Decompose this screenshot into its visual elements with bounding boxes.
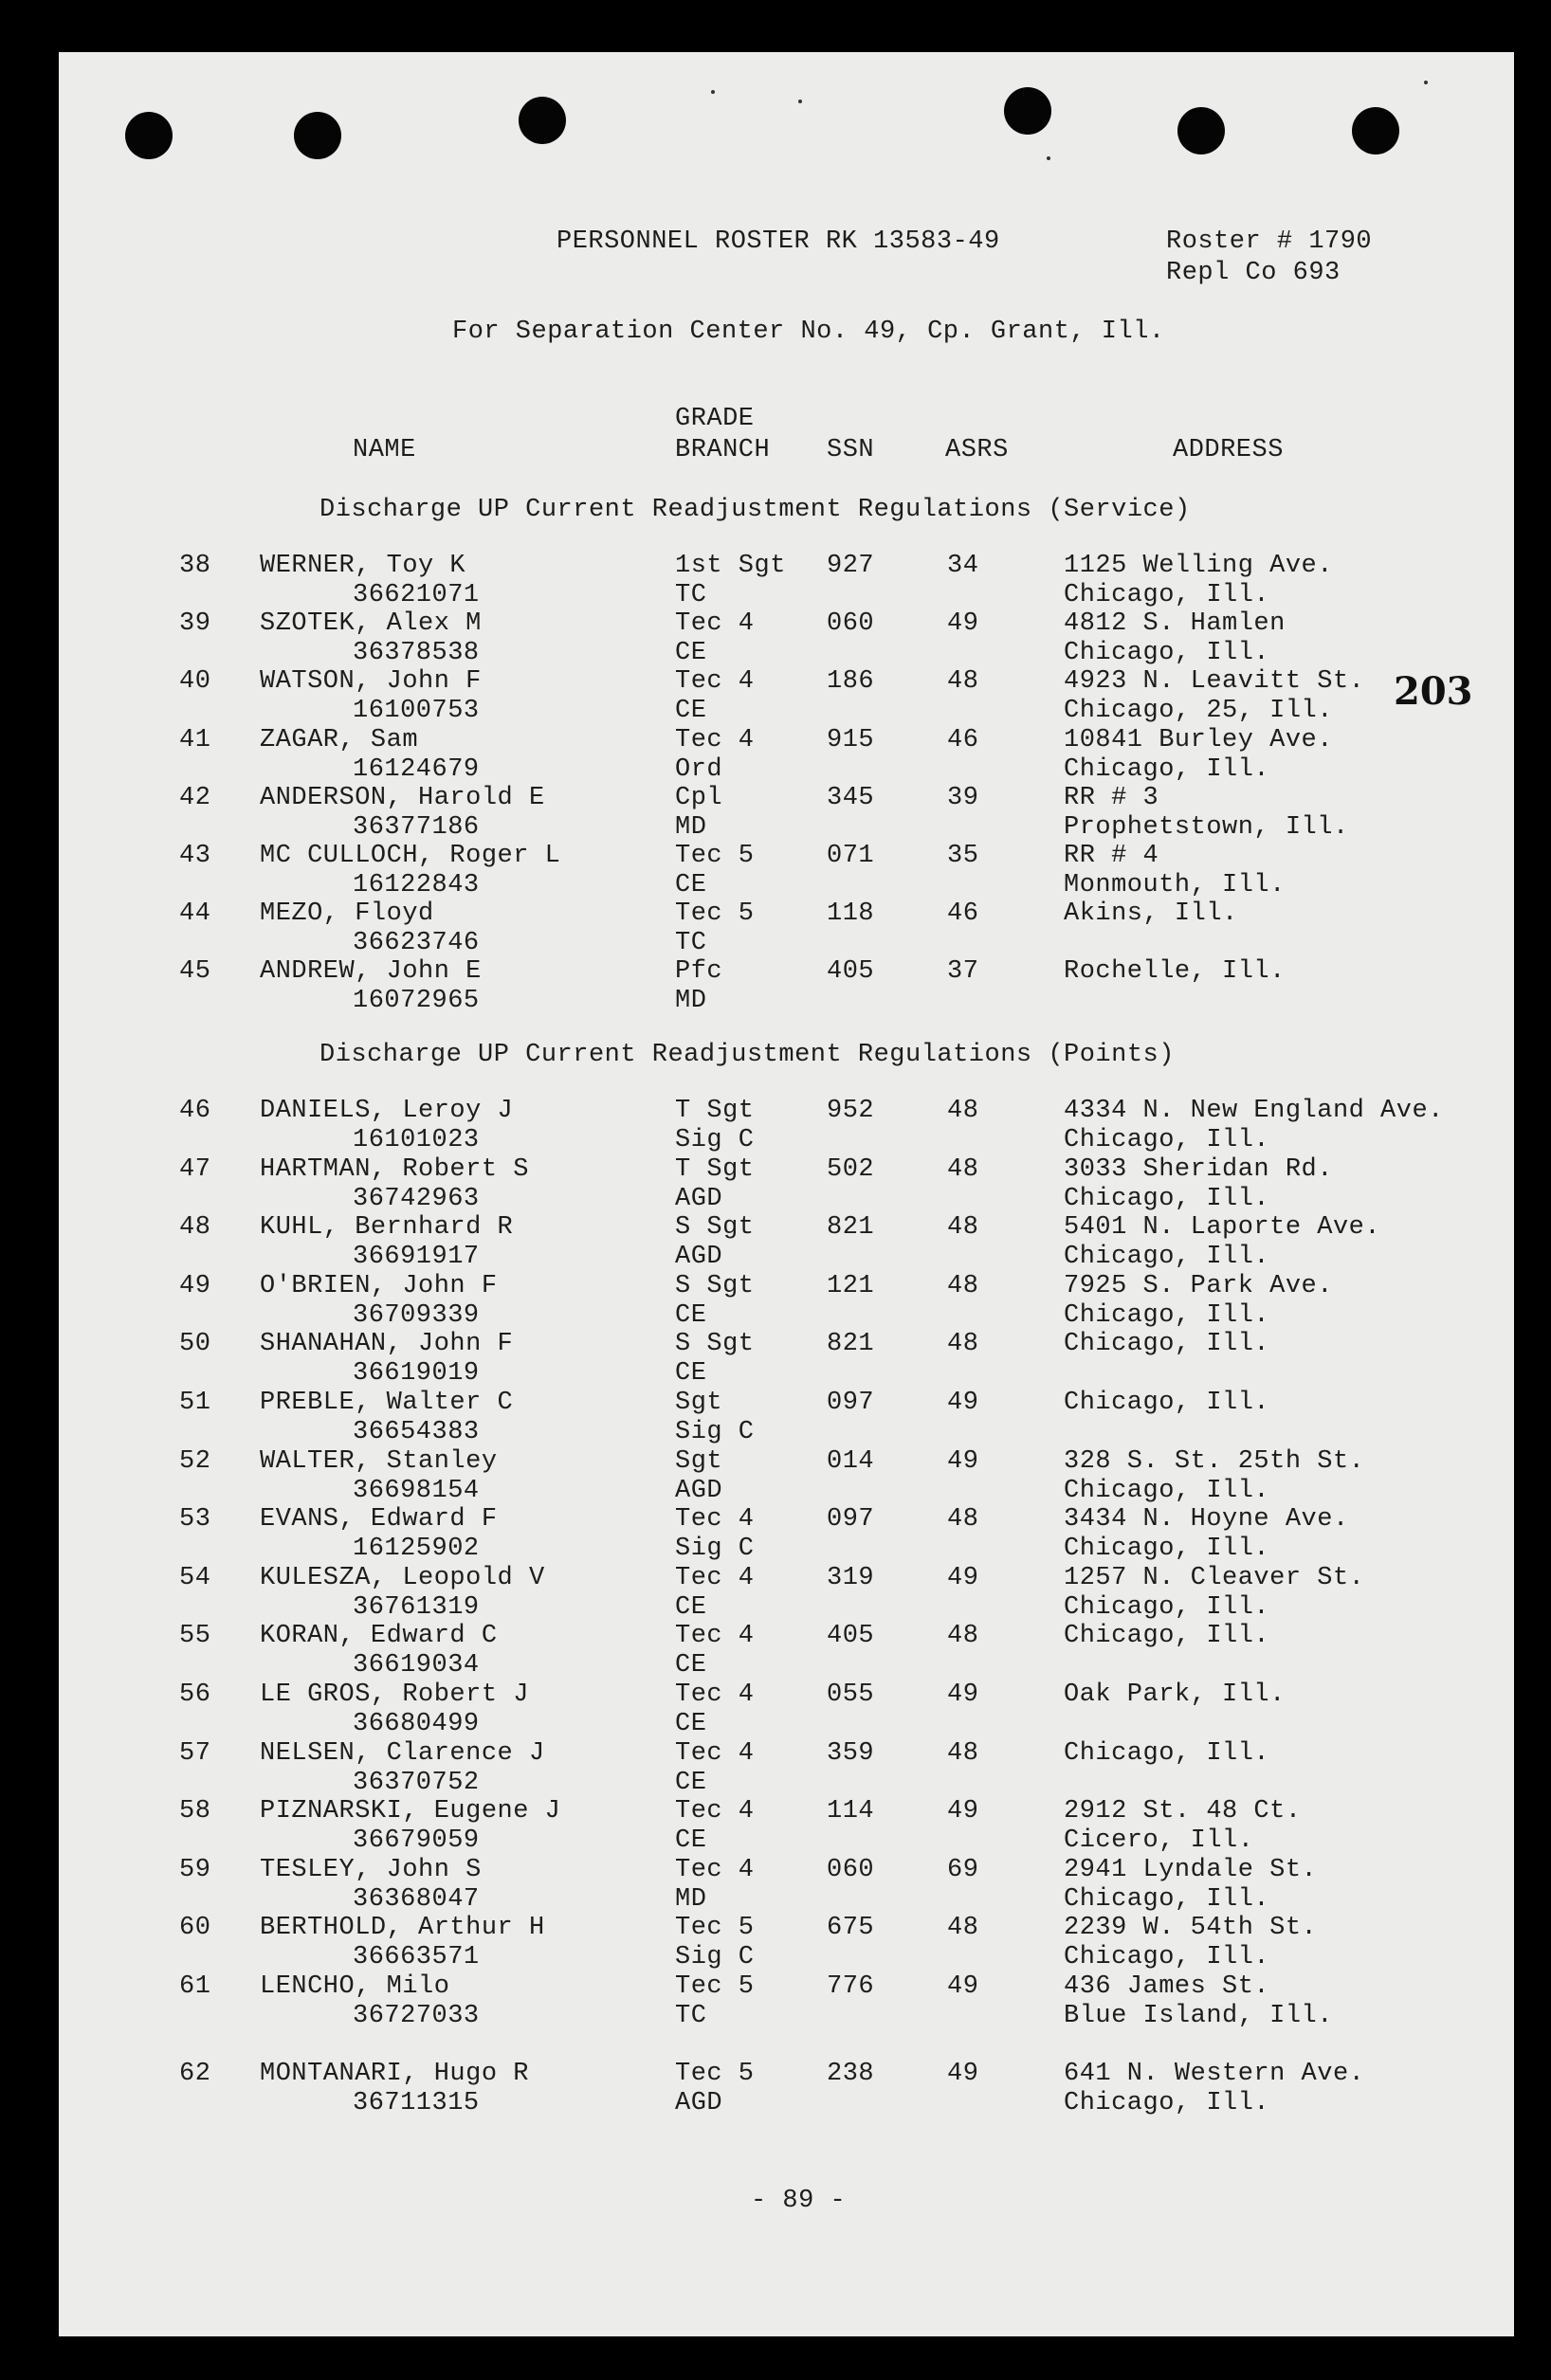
table-row bbox=[59, 1681, 1514, 1739]
column-header-asrs: ASRS bbox=[945, 436, 1009, 464]
address-line-2: Cicero, Ill. bbox=[1064, 1826, 1254, 1856]
address-line-1: 7925 S. Park Ave. bbox=[1064, 1271, 1333, 1300]
speck bbox=[1424, 81, 1428, 84]
branch-cell: CE bbox=[675, 871, 707, 899]
branch-cell: MD bbox=[675, 812, 707, 842]
grade-cell: S Sgt bbox=[675, 1330, 755, 1359]
asrs-cell: 69 bbox=[947, 1855, 979, 1884]
address-line-1: Chicago, Ill. bbox=[1064, 1622, 1270, 1651]
ssn-cell: 675 bbox=[827, 1914, 875, 1943]
asrs-cell: 46 bbox=[947, 899, 979, 929]
grade-cell: 1st Sgt bbox=[675, 552, 786, 580]
table-row bbox=[59, 1972, 1514, 2031]
row-number: 61 bbox=[179, 1972, 211, 2001]
row-number: 45 bbox=[179, 957, 211, 987]
branch-cell: Sig C bbox=[675, 1535, 755, 1564]
name-cell: NELSEN, Clarence J bbox=[260, 1738, 545, 1768]
asrs-cell: 49 bbox=[947, 1446, 979, 1476]
serial-cell: 36691917 bbox=[353, 1243, 480, 1272]
serial-cell: 36761319 bbox=[353, 1592, 480, 1622]
asrs-cell: 46 bbox=[947, 725, 979, 754]
row-number: 48 bbox=[179, 1213, 211, 1243]
table-row bbox=[59, 726, 1514, 785]
grade-cell: Tec 4 bbox=[675, 1563, 755, 1592]
page-stamp: 203 bbox=[1394, 669, 1473, 714]
serial-cell: 16124679 bbox=[353, 754, 480, 784]
address-line-1: Chicago, Ill. bbox=[1064, 1738, 1270, 1768]
grade-cell: Tec 5 bbox=[675, 2059, 755, 2088]
row-number: 46 bbox=[179, 1097, 211, 1125]
speck bbox=[711, 90, 715, 94]
branch-cell: AGD bbox=[675, 1243, 723, 1272]
address-line-2: Chicago, Ill. bbox=[1064, 1592, 1270, 1622]
grade-cell: S Sgt bbox=[675, 1271, 755, 1300]
name-cell: HARTMAN, Robert S bbox=[260, 1154, 529, 1184]
address-line-1: 328 S. St. 25th St. bbox=[1064, 1446, 1365, 1476]
asrs-cell: 48 bbox=[947, 1738, 979, 1768]
name-cell: SZOTEK, Alex M bbox=[260, 609, 482, 639]
branch-cell: CE bbox=[675, 639, 707, 668]
name-cell: O'BRIEN, John F bbox=[260, 1271, 498, 1300]
serial-cell: 36370752 bbox=[353, 1768, 480, 1797]
punch-hole bbox=[294, 112, 341, 159]
column-header-address: ADDRESS bbox=[1173, 436, 1284, 464]
ssn-cell: 359 bbox=[827, 1738, 875, 1768]
asrs-cell: 34 bbox=[947, 552, 979, 580]
column-header-branch: BRANCH bbox=[675, 436, 771, 464]
ssn-cell: 055 bbox=[827, 1681, 875, 1709]
asrs-cell: 48 bbox=[947, 1622, 979, 1651]
ssn-cell: 319 bbox=[827, 1563, 875, 1592]
serial-cell: 36680499 bbox=[353, 1710, 480, 1738]
repl-company: Repl Co 693 bbox=[1166, 259, 1341, 287]
table-row bbox=[59, 899, 1514, 958]
ssn-cell: 502 bbox=[827, 1154, 875, 1184]
table-row bbox=[59, 1272, 1514, 1331]
address-line-1: 10841 Burley Ave. bbox=[1064, 725, 1333, 754]
serial-cell: 36711315 bbox=[353, 2088, 480, 2117]
table-row bbox=[59, 1097, 1514, 1155]
branch-cell: Ord bbox=[675, 754, 723, 784]
branch-cell: AGD bbox=[675, 1476, 723, 1505]
table-row bbox=[59, 842, 1514, 900]
speck bbox=[1047, 156, 1050, 160]
table-row bbox=[59, 552, 1514, 610]
address-line-2: Chicago, Ill. bbox=[1064, 754, 1270, 784]
punch-hole bbox=[125, 112, 173, 159]
asrs-cell: 35 bbox=[947, 842, 979, 870]
serial-cell: 36621071 bbox=[353, 581, 480, 609]
name-cell: KORAN, Edward C bbox=[260, 1622, 498, 1651]
table-row bbox=[59, 1622, 1514, 1681]
row-number: 43 bbox=[179, 842, 211, 870]
name-cell: LE GROS, Robert J bbox=[260, 1681, 529, 1709]
asrs-cell: 49 bbox=[947, 1681, 979, 1709]
name-cell: SHANAHAN, John F bbox=[260, 1330, 514, 1359]
name-cell: PREBLE, Walter C bbox=[260, 1389, 514, 1417]
name-cell: TESLEY, John S bbox=[260, 1855, 482, 1884]
address-line-1: 4923 N. Leavitt St. bbox=[1064, 667, 1365, 697]
address-line-1: 4334 N. New England Ave. bbox=[1064, 1097, 1444, 1125]
row-number: 58 bbox=[179, 1797, 211, 1826]
address-line-2: Chicago, 25, Ill. bbox=[1064, 697, 1333, 726]
table-row bbox=[59, 957, 1514, 1016]
grade-cell: Tec 5 bbox=[675, 1914, 755, 1943]
column-header-name: NAME bbox=[353, 436, 416, 464]
address-line-1: 5401 N. Laporte Ave. bbox=[1064, 1213, 1381, 1243]
grade-cell: S Sgt bbox=[675, 1213, 755, 1243]
row-number: 57 bbox=[179, 1738, 211, 1768]
grade-cell: Tec 5 bbox=[675, 842, 755, 870]
grade-cell: Tec 5 bbox=[675, 899, 755, 929]
serial-cell: 16101023 bbox=[353, 1126, 480, 1154]
address-line-2: Prophetstown, Ill. bbox=[1064, 812, 1349, 842]
serial-cell: 16125902 bbox=[353, 1535, 480, 1564]
asrs-cell: 48 bbox=[947, 1154, 979, 1184]
branch-cell: AGD bbox=[675, 1184, 723, 1213]
asrs-cell: 39 bbox=[947, 783, 979, 812]
name-cell: EVANS, Edward F bbox=[260, 1505, 498, 1535]
row-number: 42 bbox=[179, 783, 211, 812]
branch-cell: CE bbox=[675, 1710, 707, 1738]
ssn-cell: 927 bbox=[827, 552, 875, 580]
address-line-1: Rochelle, Ill. bbox=[1064, 957, 1286, 987]
asrs-cell: 48 bbox=[947, 1213, 979, 1243]
serial-cell: 36623746 bbox=[353, 929, 480, 958]
grade-cell: Sgt bbox=[675, 1446, 723, 1476]
asrs-cell: 48 bbox=[947, 1330, 979, 1359]
section-heading: Discharge UP Current Readjustment Regulations (Service) bbox=[319, 496, 1191, 524]
row-number: 47 bbox=[179, 1154, 211, 1184]
grade-cell: Tec 4 bbox=[675, 1738, 755, 1768]
serial-cell: 36377186 bbox=[353, 812, 480, 842]
address-line-2: Chicago, Ill. bbox=[1064, 581, 1270, 609]
row-number: 55 bbox=[179, 1622, 211, 1651]
branch-cell: AGD bbox=[675, 2088, 723, 2117]
address-line-2: Chicago, Ill. bbox=[1064, 1300, 1270, 1330]
row-number: 59 bbox=[179, 1855, 211, 1884]
address-line-2: Chicago, Ill. bbox=[1064, 1884, 1270, 1914]
name-cell: ANDERSON, Harold E bbox=[260, 783, 545, 812]
row-number: 40 bbox=[179, 667, 211, 697]
grade-cell: Tec 4 bbox=[675, 1681, 755, 1709]
row-number: 44 bbox=[179, 899, 211, 929]
table-row bbox=[59, 1797, 1514, 1856]
address-line-2: Chicago, Ill. bbox=[1064, 2088, 1270, 2117]
serial-cell: 36619034 bbox=[353, 1651, 480, 1681]
ssn-cell: 238 bbox=[827, 2059, 875, 2088]
grade-cell: Tec 5 bbox=[675, 1972, 755, 2001]
address-line-1: RR # 3 bbox=[1064, 783, 1159, 812]
asrs-cell: 37 bbox=[947, 957, 979, 987]
grade-cell: Tec 4 bbox=[675, 1505, 755, 1535]
asrs-cell: 48 bbox=[947, 667, 979, 697]
grade-cell: Tec 4 bbox=[675, 667, 755, 697]
address-line-2: Chicago, Ill. bbox=[1064, 639, 1270, 668]
serial-cell: 16100753 bbox=[353, 697, 480, 726]
branch-cell: CE bbox=[675, 1651, 707, 1681]
address-line-1: 436 James St. bbox=[1064, 1972, 1270, 2001]
asrs-cell: 49 bbox=[947, 1972, 979, 2001]
grade-cell: Tec 4 bbox=[675, 609, 755, 639]
serial-cell: 36368047 bbox=[353, 1884, 480, 1914]
serial-cell: 36663571 bbox=[353, 1943, 480, 1972]
ssn-cell: 114 bbox=[827, 1797, 875, 1826]
row-number: 62 bbox=[179, 2059, 211, 2088]
asrs-cell: 49 bbox=[947, 2059, 979, 2088]
asrs-cell: 48 bbox=[947, 1505, 979, 1535]
ssn-cell: 776 bbox=[827, 1972, 875, 2001]
ssn-cell: 405 bbox=[827, 957, 875, 987]
name-cell: KULESZA, Leopold V bbox=[260, 1563, 545, 1592]
serial-cell: 36679059 bbox=[353, 1826, 480, 1856]
address-line-1: 4812 S. Hamlen bbox=[1064, 609, 1286, 639]
punch-hole bbox=[1004, 87, 1051, 135]
address-line-1: 3434 N. Hoyne Ave. bbox=[1064, 1505, 1349, 1535]
address-line-2: Chicago, Ill. bbox=[1064, 1535, 1270, 1564]
column-header-ssn: SSN bbox=[827, 436, 875, 464]
ssn-cell: 071 bbox=[827, 842, 875, 870]
grade-cell: Tec 4 bbox=[675, 1622, 755, 1651]
section-heading: Discharge UP Current Readjustment Regulations (Points) bbox=[319, 1041, 1175, 1069]
address-line-2: Blue Island, Ill. bbox=[1064, 2002, 1333, 2030]
table-row bbox=[59, 609, 1514, 668]
table-row bbox=[59, 1505, 1514, 1564]
row-number: 54 bbox=[179, 1563, 211, 1592]
grade-cell: Cpl bbox=[675, 783, 723, 812]
address-line-1: 2941 Lyndale St. bbox=[1064, 1855, 1318, 1884]
row-number: 38 bbox=[179, 552, 211, 580]
name-cell: LENCHO, Milo bbox=[260, 1972, 450, 2001]
row-number: 41 bbox=[179, 725, 211, 754]
address-line-2: Chicago, Ill. bbox=[1064, 1126, 1270, 1154]
asrs-cell: 49 bbox=[947, 609, 979, 639]
address-line-1: Chicago, Ill. bbox=[1064, 1389, 1270, 1417]
table-row bbox=[59, 1856, 1514, 1915]
name-cell: MONTANARI, Hugo R bbox=[260, 2059, 529, 2088]
address-line-2: Chicago, Ill. bbox=[1064, 1943, 1270, 1972]
page-number: - 89 - bbox=[751, 2187, 847, 2215]
address-line-1: 1257 N. Cleaver St. bbox=[1064, 1563, 1365, 1592]
serial-cell: 36378538 bbox=[353, 639, 480, 668]
ssn-cell: 186 bbox=[827, 667, 875, 697]
branch-cell: CE bbox=[675, 1300, 707, 1330]
asrs-cell: 49 bbox=[947, 1797, 979, 1826]
ssn-cell: 097 bbox=[827, 1389, 875, 1417]
ssn-cell: 121 bbox=[827, 1271, 875, 1300]
row-number: 50 bbox=[179, 1330, 211, 1359]
ssn-cell: 405 bbox=[827, 1622, 875, 1651]
branch-cell: Sig C bbox=[675, 1126, 755, 1154]
asrs-cell: 49 bbox=[947, 1563, 979, 1592]
row-number: 60 bbox=[179, 1914, 211, 1943]
table-row bbox=[59, 1447, 1514, 1506]
asrs-cell: 48 bbox=[947, 1097, 979, 1125]
serial-cell: 16072965 bbox=[353, 987, 480, 1016]
row-number: 53 bbox=[179, 1505, 211, 1535]
address-line-1: RR # 4 bbox=[1064, 842, 1159, 870]
name-cell: DANIELS, Leroy J bbox=[260, 1097, 514, 1125]
table-row bbox=[59, 2060, 1514, 2118]
address-line-1: Akins, Ill. bbox=[1064, 899, 1238, 929]
table-row bbox=[59, 1564, 1514, 1623]
ssn-cell: 060 bbox=[827, 609, 875, 639]
column-header-grade: GRADE bbox=[675, 405, 755, 433]
name-cell: WATSON, John F bbox=[260, 667, 482, 697]
ssn-cell: 952 bbox=[827, 1097, 875, 1125]
grade-cell: Pfc bbox=[675, 957, 723, 987]
table-row bbox=[59, 667, 1514, 726]
address-line-2: Chicago, Ill. bbox=[1064, 1243, 1270, 1272]
table-row bbox=[59, 1914, 1514, 1972]
name-cell: MC CULLOCH, Roger L bbox=[260, 842, 561, 870]
asrs-cell: 49 bbox=[947, 1389, 979, 1417]
name-cell: MEZO, Floyd bbox=[260, 899, 434, 929]
roster-page bbox=[59, 52, 1514, 2336]
punch-hole bbox=[519, 97, 566, 144]
table-row bbox=[59, 784, 1514, 843]
row-number: 52 bbox=[179, 1446, 211, 1476]
serial-cell: 36619019 bbox=[353, 1359, 480, 1389]
branch-cell: CE bbox=[675, 1768, 707, 1797]
branch-cell: Sig C bbox=[675, 1943, 755, 1972]
address-line-2: Monmouth, Ill. bbox=[1064, 871, 1286, 899]
roster-title: PERSONNEL ROSTER RK 13583-49 bbox=[557, 227, 1000, 256]
branch-cell: Sig C bbox=[675, 1418, 755, 1446]
ssn-cell: 821 bbox=[827, 1330, 875, 1359]
table-row bbox=[59, 1389, 1514, 1447]
punch-hole bbox=[1352, 107, 1399, 154]
name-cell: KUHL, Bernhard R bbox=[260, 1213, 514, 1243]
ssn-cell: 097 bbox=[827, 1505, 875, 1535]
table-row bbox=[59, 1739, 1514, 1798]
branch-cell: TC bbox=[675, 581, 707, 609]
address-line-1: 641 N. Western Ave. bbox=[1064, 2059, 1365, 2088]
address-line-2: Chicago, Ill. bbox=[1064, 1476, 1270, 1505]
row-number: 56 bbox=[179, 1681, 211, 1709]
address-line-1: 2912 St. 48 Ct. bbox=[1064, 1797, 1302, 1826]
grade-cell: T Sgt bbox=[675, 1154, 755, 1184]
row-number: 49 bbox=[179, 1271, 211, 1300]
address-line-1: Chicago, Ill. bbox=[1064, 1330, 1270, 1359]
branch-cell: MD bbox=[675, 1884, 707, 1914]
branch-cell: CE bbox=[675, 1592, 707, 1622]
punch-hole bbox=[1177, 107, 1225, 154]
grade-cell: Tec 4 bbox=[675, 1855, 755, 1884]
address-line-1: Oak Park, Ill. bbox=[1064, 1681, 1286, 1709]
name-cell: WALTER, Stanley bbox=[260, 1446, 498, 1476]
grade-cell: Tec 4 bbox=[675, 725, 755, 754]
ssn-cell: 060 bbox=[827, 1855, 875, 1884]
branch-cell: TC bbox=[675, 929, 707, 958]
serial-cell: 36709339 bbox=[353, 1300, 480, 1330]
ssn-cell: 821 bbox=[827, 1213, 875, 1243]
ssn-cell: 014 bbox=[827, 1446, 875, 1476]
address-line-1: 1125 Welling Ave. bbox=[1064, 552, 1333, 580]
serial-cell: 36654383 bbox=[353, 1418, 480, 1446]
serial-cell: 36698154 bbox=[353, 1476, 480, 1505]
address-line-1: 3033 Sheridan Rd. bbox=[1064, 1154, 1333, 1184]
row-number: 51 bbox=[179, 1389, 211, 1417]
asrs-cell: 48 bbox=[947, 1271, 979, 1300]
branch-cell: TC bbox=[675, 2002, 707, 2030]
table-row bbox=[59, 1155, 1514, 1214]
ssn-cell: 118 bbox=[827, 899, 875, 929]
roster-subtitle: For Separation Center No. 49, Cp. Grant, Ill. bbox=[452, 318, 1165, 346]
serial-cell: 36742963 bbox=[353, 1184, 480, 1213]
grade-cell: T Sgt bbox=[675, 1097, 755, 1125]
branch-cell: CE bbox=[675, 1359, 707, 1389]
table-row bbox=[59, 1330, 1514, 1389]
asrs-cell: 48 bbox=[947, 1914, 979, 1943]
name-cell: ZAGAR, Sam bbox=[260, 725, 419, 754]
branch-cell: CE bbox=[675, 697, 707, 726]
ssn-cell: 915 bbox=[827, 725, 875, 754]
name-cell: WERNER, Toy K bbox=[260, 552, 466, 580]
name-cell: BERTHOLD, Arthur H bbox=[260, 1914, 545, 1943]
branch-cell: CE bbox=[675, 1826, 707, 1856]
ssn-cell: 345 bbox=[827, 783, 875, 812]
speck bbox=[798, 100, 802, 103]
branch-cell: MD bbox=[675, 987, 707, 1016]
grade-cell: Sgt bbox=[675, 1389, 723, 1417]
name-cell: ANDREW, John E bbox=[260, 957, 482, 987]
address-line-2: Chicago, Ill. bbox=[1064, 1184, 1270, 1213]
table-row bbox=[59, 1213, 1514, 1272]
row-number: 39 bbox=[179, 609, 211, 639]
roster-number: Roster # 1790 bbox=[1166, 227, 1373, 256]
serial-cell: 36727033 bbox=[353, 2002, 480, 2030]
grade-cell: Tec 4 bbox=[675, 1797, 755, 1826]
address-line-1: 2239 W. 54th St. bbox=[1064, 1914, 1318, 1943]
serial-cell: 16122843 bbox=[353, 871, 480, 899]
name-cell: PIZNARSKI, Eugene J bbox=[260, 1797, 561, 1826]
